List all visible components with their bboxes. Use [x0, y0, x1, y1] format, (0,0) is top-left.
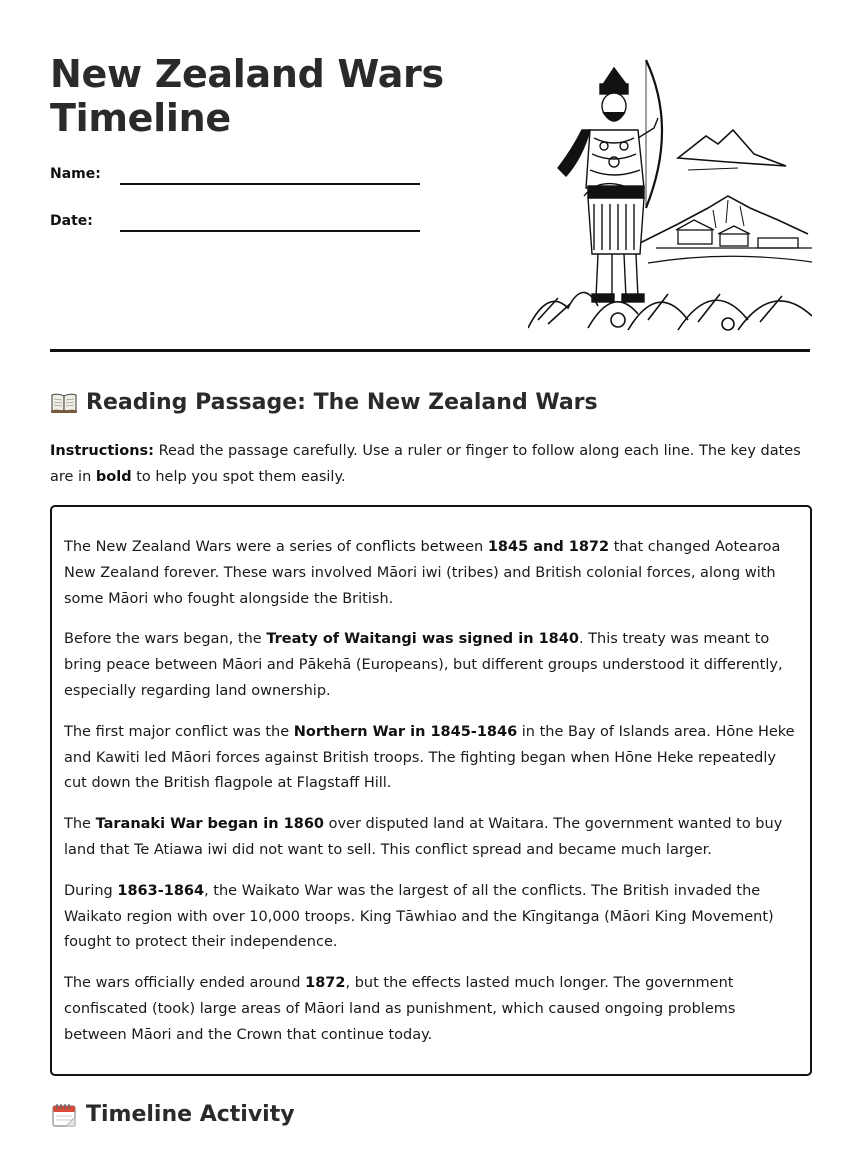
- name-field[interactable]: [50, 166, 420, 196]
- paragraph-text: The wars officially ended around: [64, 975, 306, 992]
- name-write-line[interactable]: [120, 183, 420, 185]
- instructions-tail: to help you spot them easily.: [131, 469, 346, 485]
- paragraph-text: The: [64, 816, 96, 833]
- paragraph-text: that changed Aotearoa New Zealand forever. These wars involved Māori iwi (tribes) and British colonial forces, along with some Māori who fought alongside the British.: [64, 539, 781, 607]
- passage-paragraph: [64, 812, 798, 864]
- passage-paragraph: [64, 971, 798, 1048]
- key-date: 1845 and 1872: [487, 539, 610, 555]
- date-write-line[interactable]: [120, 230, 420, 232]
- instructions-bold-word: bold: [95, 469, 132, 485]
- name-label: Name:: [50, 166, 101, 182]
- title-line-2: Timeline: [50, 96, 231, 140]
- maori-warrior-landscape-illustration: [528, 58, 812, 332]
- paragraph-text: During: [64, 882, 118, 899]
- reading-heading-text: Reading Passage: The New Zealand Wars: [86, 390, 598, 415]
- key-date: 1872: [305, 975, 346, 992]
- passage-paragraph: [64, 535, 798, 612]
- calendar-icon: [50, 1103, 78, 1127]
- key-date: Taranaki War began in 1860: [95, 816, 324, 833]
- passage-paragraph: [64, 627, 798, 704]
- paragraph-text: , the Waikato War was the largest of all the conflicts. The British invaded the Waikato region with over 10,000 troops. King Tāwhiao and the Kīngitanga (Māori King Movement) fought to protect their independence.: [64, 882, 774, 951]
- paragraph-text: The first major conflict was the: [64, 723, 294, 740]
- instructions-text: Read the passage carefully. Use a ruler or finger to follow along each line. The key dates are in: [50, 443, 801, 485]
- paragraph-text: over disputed land at Waitara. The government wanted to buy land that Te Atiawa iwi did not want to sell. This conflict spread and became much larger.: [64, 816, 783, 858]
- instructions-label: Instructions:: [50, 443, 154, 459]
- title-line-1: New Zealand Wars: [50, 52, 444, 96]
- paragraph-text: The New Zealand Wars were a series of conflicts between: [64, 539, 488, 555]
- paragraph-text: . This treaty was meant to bring peace between Māori and Pākehā (Europeans), but different groups understood it differently, especially regarding land ownership.: [64, 631, 783, 699]
- header-divider: [50, 349, 810, 352]
- reading-passage-box: [50, 505, 812, 1076]
- paragraph-text: , but the effects lasted much longer. The government confiscated (took) large areas of Māori land as punishment, which caused ongoing problems between Māori and the Crown that continue today.: [64, 975, 736, 1043]
- date-label: Date:: [50, 213, 93, 229]
- book-icon: [50, 391, 78, 415]
- reading-heading: [50, 390, 598, 415]
- timeline-heading: [50, 1102, 295, 1127]
- page-title: [50, 52, 470, 140]
- date-field[interactable]: [50, 213, 420, 243]
- key-date: Northern War in 1845-1846: [293, 723, 518, 740]
- key-date: Treaty of Waitangi was signed in 1840: [266, 631, 579, 648]
- key-date: 1863-1864: [117, 882, 205, 899]
- paragraph-text: in the Bay of Islands area. Hōne Heke and Kawiti led Māori forces against British troops. The fighting began when Hōne Heke repeatedly cut down the British flagpole at Flagstaff Hill.: [64, 723, 795, 792]
- passage-paragraph: [64, 720, 798, 797]
- instructions: [50, 438, 810, 490]
- worksheet-page: [50, 0, 810, 1161]
- timeline-heading-text: Timeline Activity: [86, 1102, 295, 1127]
- passage-paragraph: [64, 879, 798, 956]
- paragraph-text: Before the wars began, the: [64, 631, 267, 648]
